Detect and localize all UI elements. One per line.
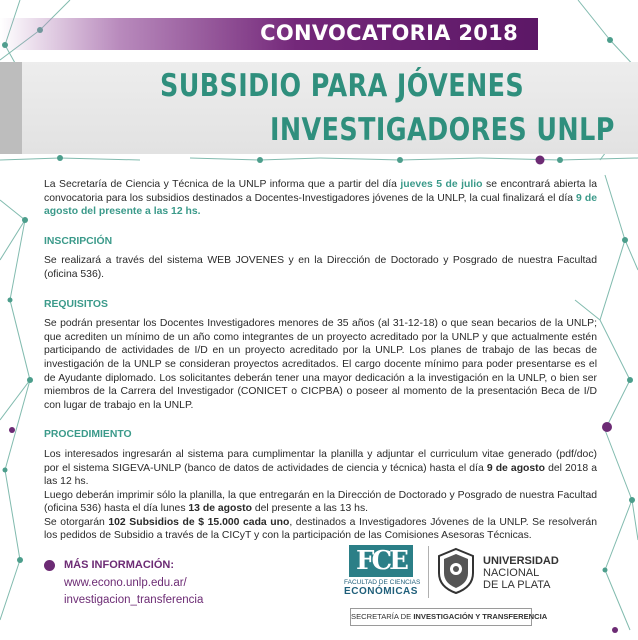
- secretaria-prefix: SECRETARÍA DE: [351, 612, 414, 621]
- subsidy-amount: 102 Subsidios de $ 15.000 cada uno: [108, 516, 290, 528]
- fce-mark: FCE: [349, 545, 413, 577]
- info-link-line2[interactable]: investigacion_transferencia: [64, 594, 204, 606]
- title-band: [0, 62, 638, 154]
- proc-deadline-1: 9 de agosto: [486, 462, 545, 474]
- proc-text-3c: , destinados a Investigadores Jóvenes de la UNLP. Se resolverán los pedidos de Subsidio a través de la CICyT y con la participación de las Comisiones Asesoras Técnicas.: [44, 516, 597, 542]
- intro-paragraph: [44, 178, 597, 219]
- intro-text-2: se encontrará abierta la convocatoria para los subsidios destinados a Docentes-Investigadores jóvenes de la UNLP, la cual finalizará el día: [44, 179, 597, 204]
- info-link-line1[interactable]: www.econo.unlp.edu.ar/: [64, 577, 187, 589]
- proc-text-1a: Los interesados ingresarán al sistema para cumplimentar la planilla y adjuntar el curriculum vitae generado (pdf/doc) por el sistema SIGEVA-UNLP (banco de datos de actividades de ciencia y técnica) hasta el día: [44, 448, 597, 474]
- end-date: 9 de agosto del presente a las 12 hs.: [44, 192, 597, 218]
- proc-text-1c: del 2018 a las 12 hs.: [44, 462, 597, 488]
- secretaria-name: INVESTIGACIÓN Y TRANSFERENCIA: [413, 612, 548, 621]
- proc-text-2a: Luego deberán imprimir sólo la planilla, la que entregarán en la Dirección de Doctorado y Posgrado de nuestra Facultad (oficina 536) hasta el día lunes: [44, 489, 597, 515]
- inscripcion-text: Se realizará a través del sistema WEB JOVENES y en la Dirección de Doctorado y Posgrado de nuestra Facultad (oficina 536).: [44, 255, 597, 280]
- fce-logo: [344, 545, 421, 597]
- fce-subtitle: FACULTAD DE CIENCIAS: [344, 579, 421, 586]
- requisitos-heading: REQUISITOS: [44, 298, 108, 310]
- convocatoria-banner: [0, 18, 538, 50]
- proc-deadline-2: 13 de agosto: [188, 503, 252, 515]
- unlp-name: [483, 555, 559, 591]
- unlp-line1: UNIVERSIDAD: [483, 555, 559, 567]
- main-title-line1: SUBSIDIO PARA JÓVENES: [160, 68, 525, 104]
- main-title-line2: INVESTIGADORES UNLP: [270, 112, 615, 148]
- secretaria-box: [350, 608, 548, 626]
- bullet-icon: [44, 560, 55, 571]
- unlp-line3: DE LA PLATA: [483, 579, 551, 591]
- proc-text-2c: del presente a las 13 hs.: [251, 503, 369, 515]
- procedimiento-paragraph-1: [44, 448, 597, 489]
- proc-text-3a: Se otorgarán: [44, 516, 109, 528]
- unlp-line2: NACIONAL: [483, 567, 540, 579]
- unlp-seal-icon: [436, 547, 476, 595]
- procedimiento-heading: PROCEDIMIENTO: [44, 429, 132, 441]
- banner-title: CONVOCATORIA 2018: [260, 21, 518, 45]
- start-date: jueves 5 de julio: [400, 179, 483, 190]
- more-info-label: MÁS INFORMACIÓN:: [64, 559, 174, 571]
- announcement-body: [44, 178, 597, 543]
- intro-text-1: La Secretaría de Ciencia y Técnica de la UNLP informa que a partir del día: [44, 179, 401, 190]
- procedimiento-paragraph-2: [44, 489, 597, 516]
- procedimiento-paragraph-3: [44, 516, 597, 543]
- requisitos-text: Se podrán presentar los Docentes Investigadores menores de 35 años (al 31-12-18) o que sean becarios de la UNLP; que acrediten un mínimo de un año como integrantes de un proyecto acreditado por la UNLP y que actualmente estén participando de actividades de I/D en un proyecto acreditado por la UNLP. Los planes de trabajo de las becas de investigación de la UNLP se consideran proyectos acreditados. El cargo docente mínimo para poder presentarse es el de Ayudante diplomado. Los solicitantes deberán tener una mayor dedicación a la investigación en la UNLP, o bien ser miembros de la Carrera del Investigador (CONICET o CICPBA) o poseer al momento de la presentación Beca de I/D con lugar de trabajo en la UNLP.: [44, 318, 597, 411]
- fce-economicas: ECONÓMICAS: [344, 586, 418, 597]
- logo-divider: [428, 546, 429, 598]
- inscripcion-heading: INSCRIPCIÓN: [44, 235, 113, 247]
